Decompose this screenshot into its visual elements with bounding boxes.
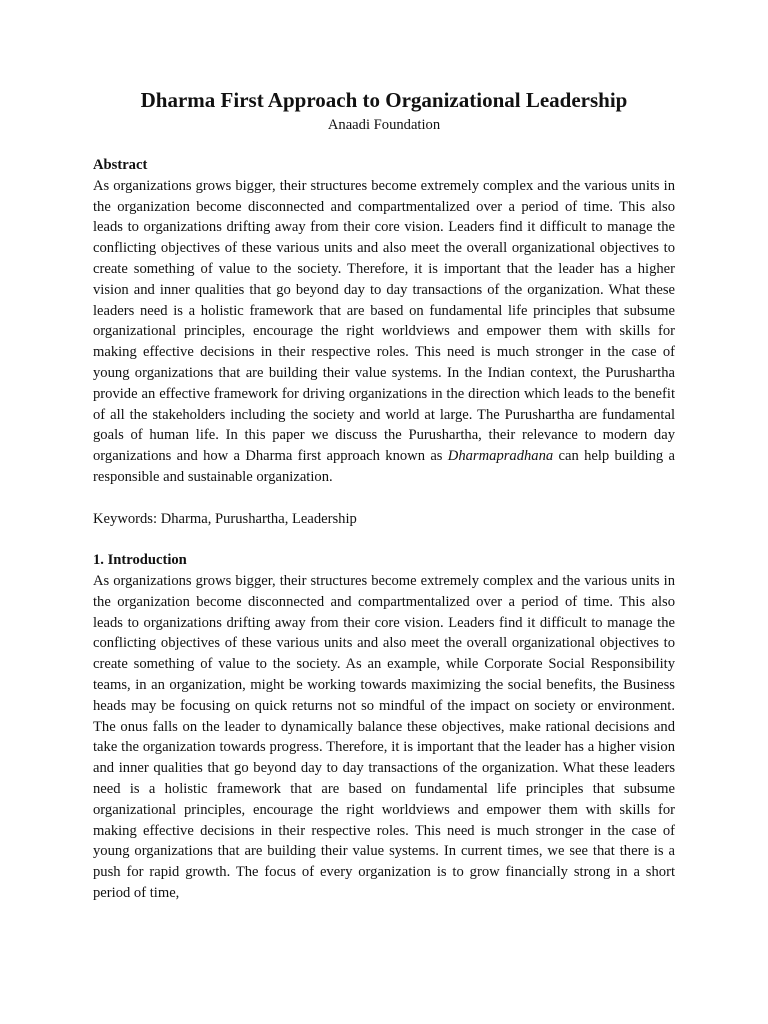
paper-title: Dharma First Approach to Organizational Leadership [140,88,628,112]
introduction-section [93,550,675,904]
introduction-paragraph: As organizations grows bigger, their structures become extremely complex and the various units in the organization become disconnected and compartmentalized over a period of time. This also leads to organizations drifting away from their core vision. Leaders find it difficult to manage the conflicting objectives of these various units and also meet the overall organizational objectives to create something of value to the society. As an example, while Corporate Social Responsibility teams, in an organization, might be working towards maximizing the social benefits, the Business heads may be focusing on quick returns not so mindful of the impact on society or environment. The onus falls on the leader to dynamically balance these objectives, make rational decisions and take the organization towards progress. Therefore, it is important that the leader has a higher vision and inner qualities that go beyond day to day transactions of the organization. What these leaders need is a holistic framework that are based on fundamental life principles that subsume organizational principles, encourage the right worldviews and empower them with skills for making effective decisions in their respective roles. This need is much stronger in the case of young organizations that are building their value systems. In current times, we see that there is a push for rapid growth. The focus of every organization is to grow financially strong in a short period of time, [93,572,675,901]
abstract-section [93,155,675,488]
paper-author: Anaadi Foundation [327,117,441,133]
abstract-italic-term: Dharmapradhana [447,448,554,465]
keywords-line: Keywords: Dharma, Purushartha, Leadership [93,510,357,527]
introduction-heading: 1. Introduction [93,552,187,569]
abstract-paragraph [93,176,675,488]
abstract-text-start: As organizations grows bigger, their structures become extremely complex and the various units in the organization become disconnected and compartmentalized over a period of time. This also leads to organizations drifting away from their core vision. Leaders find it difficult to manage the conflicting objectives of these various units and also meet the overall organizational objectives to create something of value to the society. Therefore, it is important that the leader has a higher vision and inner qualities that go beyond day to day transactions of the organization. What these leaders need is a holistic framework that are based on fundamental life principles that subsume organizational principles, encourage the right worldviews and empower them with skills for making effective decisions in their respective roles. This need is much stronger in the case of young organizations that are building their value systems. In the Indian context, the Purushartha provide an effective framework for driving organizations in the direction which leads to the benefit of all the stakeholders including the society and world at large. The Purushartha are fundamental goals of human life. In this paper we discuss the Purushartha, their relevance to modern day organizations and how a Dharma first approach known as [93,177,675,465]
document-page [93,86,675,904]
abstract-heading: Abstract [93,157,148,173]
abstract-text-end: can help building a responsible and sustainable organization. [93,448,675,485]
